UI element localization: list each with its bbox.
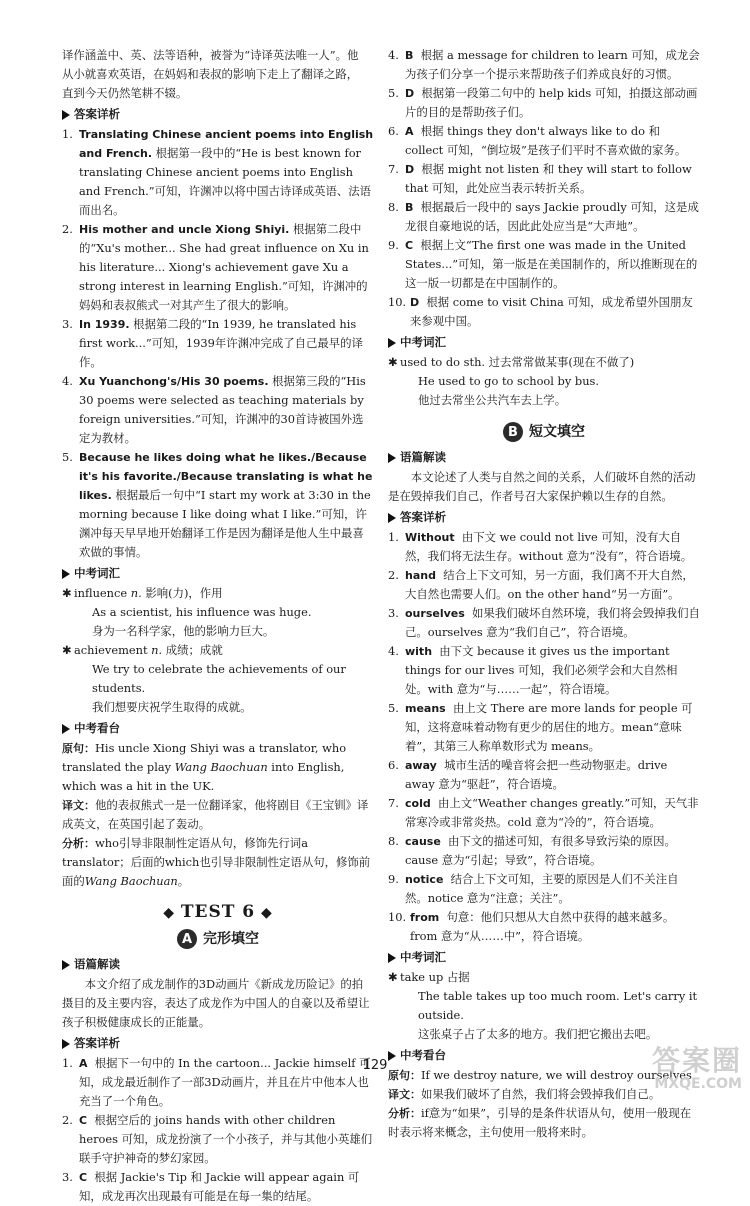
answer-item: 1. Without 由下文 we could not live 可知，没有大自然，我们将无法生存。without 意为“没有”，符合语境。 bbox=[388, 530, 693, 563]
reading-heading: 语篇解读 bbox=[388, 448, 700, 467]
section-a-header: A 完形填空 bbox=[62, 929, 374, 949]
answer-item: 7. cold 由上文“Weather changes greatly.”可知，天气非常寒冷或非常炎热。cold 意为“冷的”，符合语境。 bbox=[388, 796, 699, 829]
answer-item: 4. with 由下文 because it gives us the important things for our lives 可知，我们必须学会和大自然相处。with 意为“与……一起”，符合语境。 bbox=[388, 644, 678, 696]
section-badge: B bbox=[503, 422, 523, 442]
translation: 译文：他的表叔熊式一是一位翻译家，他将剧目《王宝钏》译成英文，在英国引起了轰动。 bbox=[62, 798, 369, 831]
answers-heading: 答案详析 bbox=[62, 1034, 374, 1053]
analysis: 分析：who引导非限制性定语从句，修饰先行词a translator；后面的which也引导非限制性定语从句，修饰前面的Wang Baochuan。 bbox=[62, 836, 371, 888]
triangle-icon bbox=[62, 724, 70, 734]
answer-item: 3. ourselves 如果我们破坏自然环境，我们将会毁掉我们自己。ourselves 意为“我们自己”，符合语境。 bbox=[388, 606, 700, 639]
answer-list bbox=[62, 125, 374, 562]
intro-line: 从小就喜欢英语，在妈妈和表叔的影响下走上了翻译之路， bbox=[62, 67, 359, 81]
answer-item: 8. B 根据最后一段中的 says Jackie proudly 可知，这是成龙很自豪地说的话，因此此处应当是“大声地”。 bbox=[388, 200, 699, 233]
page-number: 129 bbox=[362, 1058, 388, 1073]
triangle-icon bbox=[62, 1039, 70, 1049]
vocab-entry: ✱ take up 占据 The table takes up too much room. Let's carry it outside. 这张桌子占了太多的地方。我们把它搬出去吧。 bbox=[388, 970, 698, 1041]
watermark-logo: 答案圈 MXQE.COM bbox=[651, 1044, 742, 1092]
answer-item: 3. C 根据 Jackie's Tip 和 Jackie will appear again 可知，成龙再次出现最有可能是在每一集的结尾。 bbox=[62, 1170, 360, 1203]
answer-item: 9. notice 结合上下文可知，主要的原因是人们不关注自然。notice 意为“注意；关注”。 bbox=[388, 872, 679, 905]
right-column bbox=[388, 46, 700, 1142]
answer-item: 10. D 根据 come to visit China 可知，成龙希望外国朋友来参观中国。 bbox=[388, 295, 693, 328]
reading-text: 本文论述了人类与自然之间的关系，人们破坏自然的活动是在毁掉我们自己，作者号召大家保护赖以生存的自然。 bbox=[388, 470, 696, 503]
section-b-header: B 短文填空 bbox=[388, 422, 700, 442]
triangle-icon bbox=[388, 953, 396, 963]
answer-item: 5. Because he likes doing what he likes./Because it's his favorite./Because translating is what he likes. 根据最后一句中“I start my work at 3:30 in the morning because I like doing what I like.”可知，许渊冲每天早早地开始翻译工作是因为翻译是他人生中最喜欢做的事情。 bbox=[62, 450, 373, 559]
original-sentence: 原句：His uncle Xiong Shiyi was a translator, who translated the play Wang Baochuan into English, which was a hit in the UK. bbox=[62, 741, 347, 793]
answer-item: 2. hand 结合上下文可知，另一方面，我们离不开大自然，大自然也需要人们。on the other hand“另一方面”。 bbox=[388, 568, 694, 601]
answer-item: 9. C 根据上文“The first one was made in the United States...”可知，第一版是在美国制作的，所以推断现在的这一版一切都是在中国制作的。 bbox=[388, 238, 698, 290]
triangle-icon bbox=[62, 960, 70, 970]
answer-item: 6. away 城市生活的噪音将会把一些动物驱走。drive away 意为“驱赶”，符合语境。 bbox=[388, 758, 668, 791]
triangle-icon bbox=[388, 513, 396, 523]
answer-item: 10. from 句意：他们只想从大自然中获得的越来越多。from 意为“从……中”，符合语境。 bbox=[388, 910, 675, 943]
vocab-entry: ✱ achievement n. 成绩；成就 We try to celebrate the achievements of our students. 我们想要庆祝学生取得的成就。 bbox=[62, 643, 346, 714]
star-icon: ✱ bbox=[62, 643, 72, 657]
triangle-icon bbox=[62, 569, 70, 579]
original-sentence: 原句：If we destroy nature, we will destroy ourselves. bbox=[388, 1068, 696, 1082]
answer-item: 6. A 根据 things they don't always like to do 和 collect 可知，“倒垃圾”是孩子们平时不喜欢做的家务。 bbox=[388, 124, 687, 157]
answer-item: 5. D 根据第一段第二句中的 help kids 可知，拍摄这部动画片的目的是帮助孩子们。 bbox=[388, 86, 698, 119]
answer-item: 1. Translating Chinese ancient poems into English and French. 根据第一段中的“He is best known for translating Chinese ancient poems into English and French.”可知，许渊冲以将中国古诗译成英语、法语而出名。 bbox=[62, 127, 374, 217]
star-icon: ✱ bbox=[62, 586, 72, 600]
triangle-icon bbox=[388, 453, 396, 463]
star-icon: ✱ bbox=[388, 355, 398, 369]
look-heading: 中考看台 bbox=[388, 1046, 700, 1065]
answer-item: 5. means 由上文 There are more lands for people 可知，这将意味着动物有更少的居住的地方。mean“意味着”，其第三人称单数形式为 means。 bbox=[388, 701, 693, 753]
answer-item: 4. B 根据 a message for children to learn 可知，成龙会为孩子们分享一个提示来帮助孩子们养成良好的习惯。 bbox=[388, 48, 700, 81]
test-title: ◆ TEST 6 ◆ bbox=[163, 902, 273, 922]
answer-item: 3. In 1939. 根据第二段的“In 1939, he translated his first work...”可知，1939年许渊冲完成了自己最早的译作。 bbox=[62, 317, 363, 369]
analysis: 分析：if意为“如果”，引导的是条件状语从句，使用一般现在时表示将来概念，主句使用一般将来时。 bbox=[388, 1106, 692, 1139]
translation: 译文：如果我们破坏了自然，我们将会毁掉我们自己。 bbox=[388, 1087, 661, 1101]
answers-heading: 答案详析 bbox=[388, 508, 700, 527]
answer-item: 2. His mother and uncle Xiong Shiyi. 根据第二段中的“Xu's mother... She had great influence on Xu in his literature... Xiong's achievement gave Xu a strong interest in learning English.”可知，许渊冲的妈妈和表叔熊式一对其产生了很大的影响。 bbox=[62, 222, 369, 312]
intro-line: 译作涵盖中、英、法等语种，被誉为“诗译英法唯一人”。他 bbox=[62, 48, 359, 62]
vocab-heading: 中考词汇 bbox=[388, 948, 700, 967]
vocab-entry: ✱ influence n. 影响(力)，作用 As a scientist, his influence was huge. 身为一名科学家，他的影响力巨大。 bbox=[62, 586, 312, 638]
vocab-entry: ✱ used to do sth. 过去常常做某事(现在不做了) He used to go to school by bus. 他过去常坐公共汽车去上学。 bbox=[388, 355, 635, 407]
vocab-heading: 中考词汇 bbox=[62, 564, 374, 583]
answers-heading: 答案详析 bbox=[62, 105, 374, 124]
reading-heading: 语篇解读 bbox=[62, 955, 374, 974]
triangle-icon bbox=[388, 338, 396, 348]
vocab-heading: 中考词汇 bbox=[388, 333, 700, 352]
reading-text: 本文介绍了成龙制作的3D动画片《新成龙历险记》的拍摄目的及主要内容，表达了成龙作为中国人的自豪以及希望让孩子积极健康成长的正能量。 bbox=[62, 977, 370, 1029]
answer-item: 2. C 根据空后的 joins hands with other children heroes 可知，成龙扮演了一个小孩子，并与其他小英雄们联手守护神奇的梦幻家园。 bbox=[62, 1113, 373, 1165]
star-icon: ✱ bbox=[388, 970, 398, 984]
left-column bbox=[62, 46, 374, 1206]
section-badge: A bbox=[177, 929, 197, 949]
look-heading: 中考看台 bbox=[62, 719, 374, 738]
answer-item: 1. A 根据下一句中的 In the cartoon... Jackie himself 可知，成龙最近制作了一部3D动画片，并且在片中他本人也充当了一个角色。 bbox=[62, 1056, 371, 1108]
answer-item: 7. D 根据 might not listen 和 they will start to follow that 可知，此处应当表示转折关系。 bbox=[388, 162, 692, 195]
triangle-icon bbox=[62, 110, 70, 120]
answer-item: 4. Xu Yuanchong's/His 30 poems. 根据第三段的“His 30 poems were selected as teaching materials by foreign universities.”可知，许渊冲的30首诗被国外选定为教材。 bbox=[62, 374, 366, 445]
intro-line: 直到今天仍然笔耕不辍。 bbox=[62, 86, 188, 100]
answer-item: 8. cause 由下文的描述可知，有很多导致污染的原因。cause 意为“引起；导致”，符合语境。 bbox=[388, 834, 676, 867]
